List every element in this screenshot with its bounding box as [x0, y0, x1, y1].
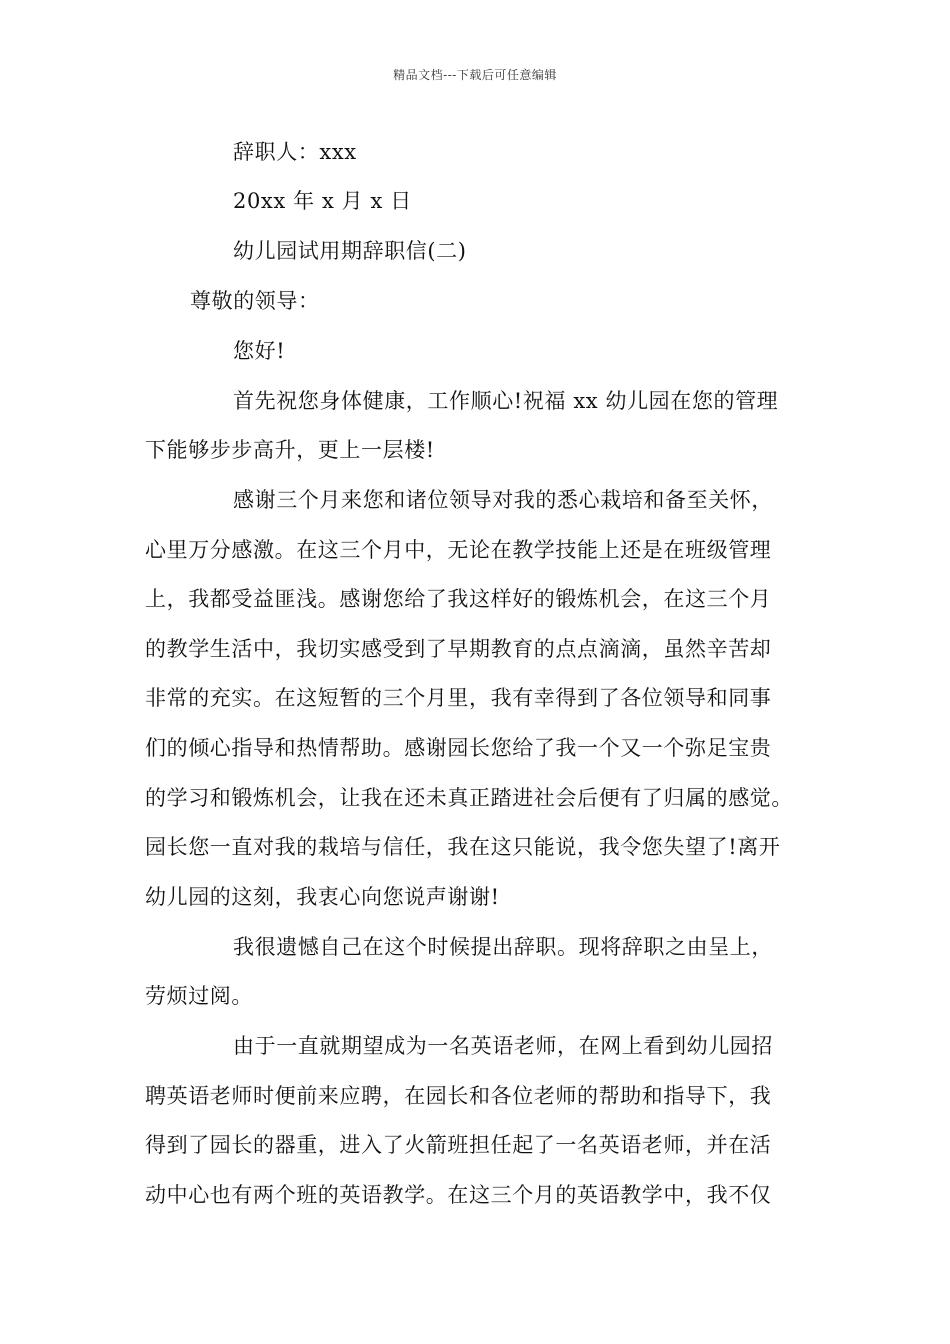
paragraph-line: 劳烦过阅。	[145, 984, 253, 1008]
paragraph-line: 得到了园长的器重，进入了火箭班担任起了一名英语老师，并在活	[145, 1133, 772, 1157]
paragraph-line: 动中心也有两个班的英语教学。在这三个月的英语教学中，我不仅	[145, 1183, 772, 1207]
paragraph-line: 我很遗憾自己在这个时候提出辞职。现将辞职之由呈上，	[233, 935, 773, 959]
paragraph-line: 园长您一直对我的栽培与信任，我在这只能说，我令您失望了!离开	[145, 835, 781, 859]
paragraph-line: 上，我都受益匪浅。感谢您给了我这样好的锻炼机会，在这三个月	[145, 587, 772, 611]
paragraph-line: 下能够步步高升，更上一层楼!	[145, 438, 435, 462]
signature-name: 辞职人：xxx	[233, 140, 357, 164]
paragraph-line: 由于一直就期望成为一名英语老师，在网上看到幼儿园招	[233, 1034, 773, 1058]
paragraph-line: 首先祝您身体健康，工作顺心!祝福 xx 幼儿园在您的管理	[233, 389, 779, 413]
salutation: 尊敬的领导：	[190, 289, 320, 313]
signature-date: 20xx 年 x 月 x 日	[233, 189, 412, 213]
paragraph-line: 们的倾心指导和热情帮助。感谢园长您给了我一个又一个弥足宝贵	[145, 736, 772, 760]
paragraph-line: 感谢三个月来您和诸位领导对我的悉心栽培和备至关怀，	[233, 488, 773, 512]
greeting: 您好!	[233, 339, 286, 363]
paragraph-line: 心里万分感激。在这三个月中，无论在教学技能上还是在班级管理	[145, 538, 772, 562]
paragraph-line: 聘英语老师时便前来应聘，在园长和各位老师的帮助和指导下，我	[145, 1084, 772, 1108]
paragraph-line: 幼儿园的这刻，我衷心向您说声谢谢!	[145, 885, 500, 909]
paragraph-line: 的教学生活中，我切实感受到了早期教育的点点滴滴，虽然辛苦却	[145, 637, 772, 661]
paragraph-line: 的学习和锻炼机会，让我在还未真正踏进社会后便有了归属的感觉。	[145, 786, 793, 810]
letter-title: 幼儿园试用期辞职信(二)	[233, 239, 467, 263]
paragraph-line: 非常的充实。在这短暂的三个月里，我有幸得到了各位领导和同事	[145, 686, 772, 710]
page-header: 精品文档---下载后可任意编辑	[393, 68, 557, 82]
